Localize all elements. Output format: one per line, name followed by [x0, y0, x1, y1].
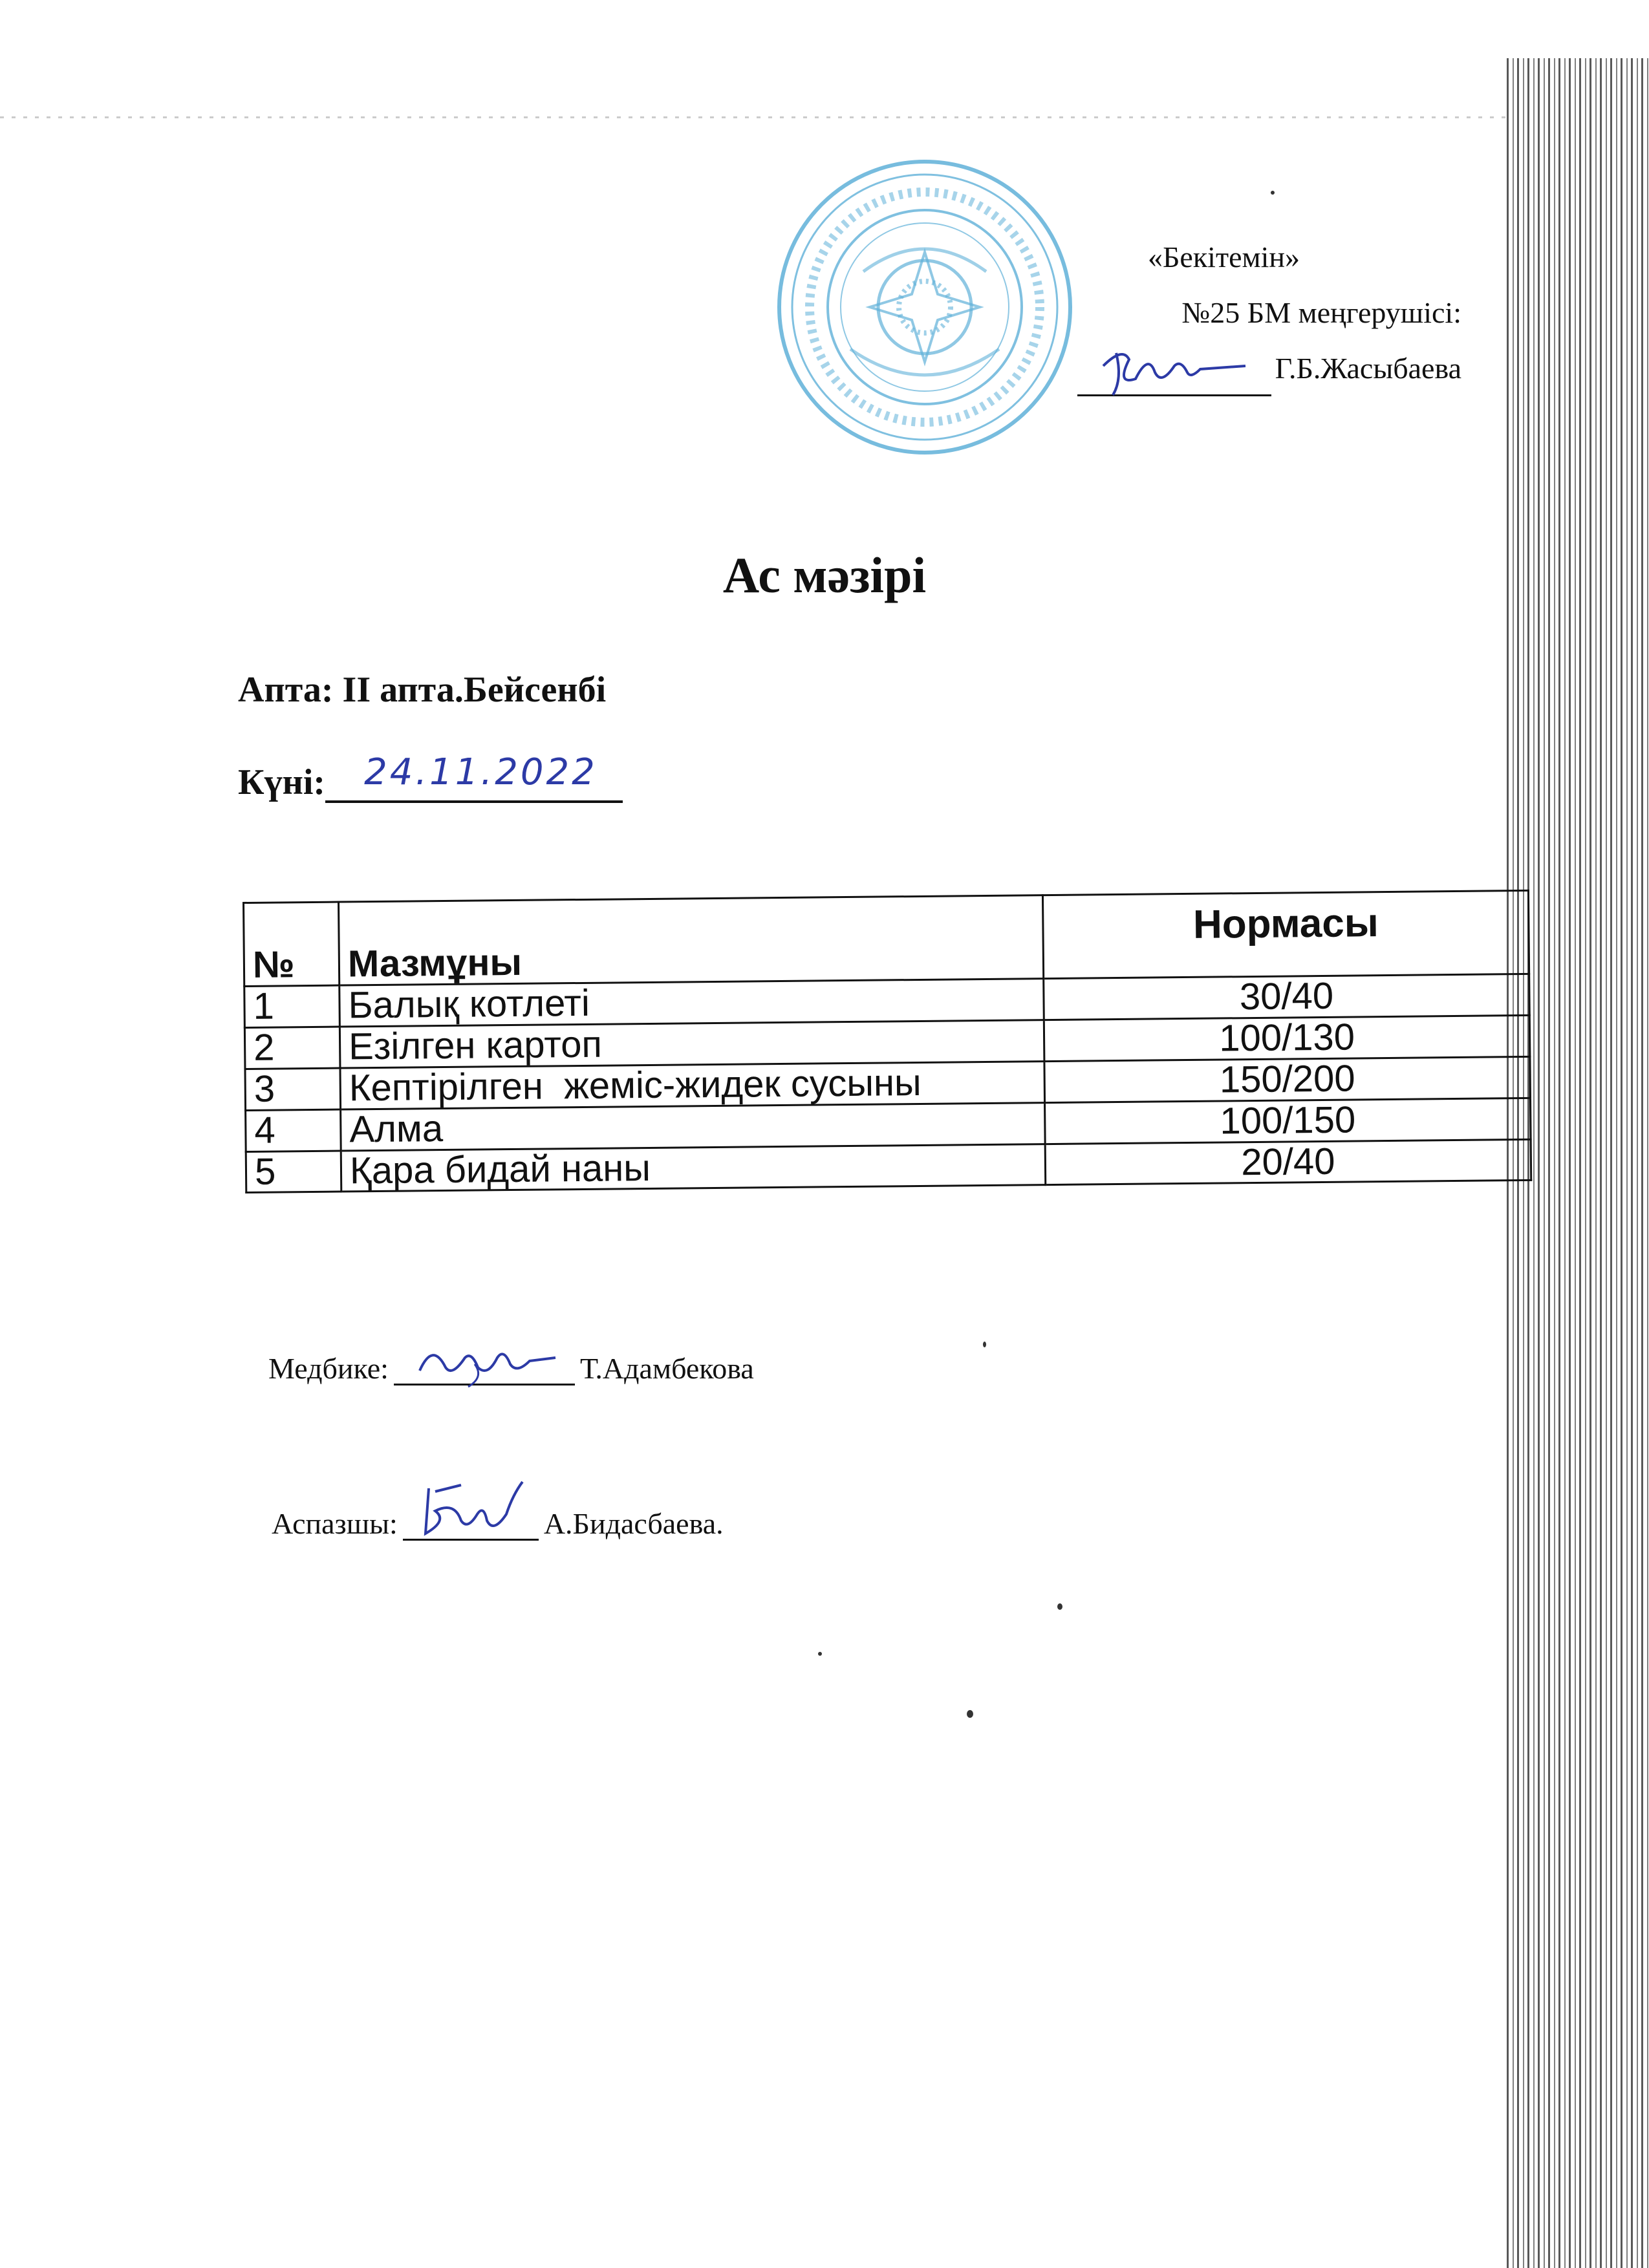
cook-signature-row — [272, 1506, 724, 1541]
nurse-label: Медбике: — [268, 1352, 389, 1385]
header-content: Мазмұны — [339, 895, 1044, 985]
row-norm: 100/130 — [1044, 1015, 1530, 1061]
handwritten-signature-icon — [409, 1475, 539, 1546]
approver-name: Г.Б.Жасыбаева — [1275, 352, 1461, 385]
row-norm: 100/150 — [1045, 1098, 1531, 1144]
nurse-signature-row — [268, 1351, 754, 1385]
week-label: Апта: II апта.Бейсенбі — [238, 670, 607, 710]
row-number: 3 — [245, 1068, 341, 1110]
date-handwritten: 24.11.2022 — [364, 751, 598, 793]
nurse-name: Т.Адамбекова — [579, 1352, 754, 1385]
scan-speck — [967, 1710, 973, 1718]
handwritten-signature-icon — [1077, 340, 1271, 398]
cook-signature-line — [403, 1509, 539, 1541]
row-norm: 150/200 — [1044, 1056, 1531, 1102]
cook-label: Аспазшы: — [272, 1507, 398, 1540]
row-number: 2 — [244, 1027, 340, 1069]
row-dish: Езілген картоп — [339, 1020, 1044, 1068]
approval-signature-row — [957, 341, 1461, 396]
menu-table — [242, 890, 1532, 1194]
header-norm: Нормасы — [1042, 890, 1529, 978]
scan-speck — [983, 1342, 986, 1347]
row-dish: Балық котлеті — [339, 979, 1044, 1027]
approval-heading: «Бекітемін» — [1148, 241, 1300, 273]
scan-top-artifact — [0, 116, 1507, 118]
date-line — [325, 751, 623, 803]
row-number: 4 — [246, 1109, 341, 1151]
scan-speck — [1057, 1603, 1062, 1610]
row-number: 1 — [244, 985, 340, 1027]
date-label: Күні: — [238, 762, 326, 802]
approval-block — [957, 230, 1461, 396]
table-header-row — [244, 890, 1529, 986]
row-dish: Кептірілген жеміс-жидек сусыны — [340, 1061, 1045, 1109]
row-dish: Қара бидай наны — [341, 1144, 1046, 1192]
page-title: Ас мәзірі — [722, 547, 927, 603]
header-number: № — [244, 902, 339, 986]
handwritten-signature-icon — [407, 1338, 568, 1390]
nurse-signature-line — [394, 1354, 575, 1385]
row-norm: 20/40 — [1045, 1139, 1531, 1185]
date-row — [238, 751, 623, 803]
scan-speck — [1271, 191, 1275, 195]
signature-line — [1077, 362, 1271, 396]
row-dish: Алма — [341, 1102, 1046, 1150]
approval-position: №25 БМ меңгерушісі: — [1181, 296, 1461, 329]
scan-speck — [818, 1652, 822, 1656]
row-norm: 30/40 — [1044, 974, 1530, 1020]
cook-name: А.Бидасбаева. — [543, 1507, 724, 1540]
row-number: 5 — [246, 1151, 341, 1193]
